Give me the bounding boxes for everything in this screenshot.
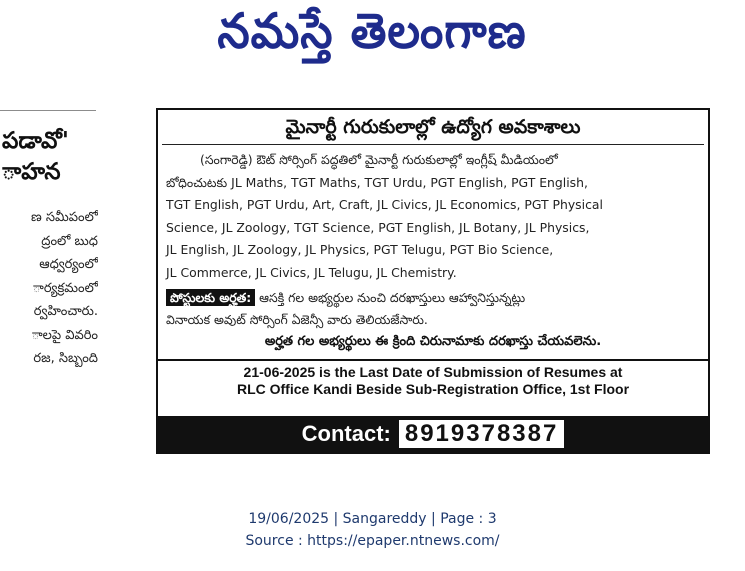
- contact-bar: [158, 416, 708, 452]
- ad-body-line: Science, JL Zoology, TGT Science, PGT English, JL Botany, JL Physics,: [166, 219, 590, 235]
- column-divider: [0, 110, 96, 111]
- deadline-line-1: 21-06-2025 is the Last Date of Submission of Resumes at: [243, 363, 623, 380]
- page-footer: [0, 508, 745, 552]
- adjacent-article-body: [0, 206, 98, 371]
- adjacent-line: ద్రంలో బుధ: [41, 233, 98, 249]
- job-advertisement: [156, 108, 710, 454]
- eligibility-label: పోస్టులకు అర్హత:: [166, 289, 255, 306]
- deadline-notice: [162, 364, 704, 398]
- eligibility-section: [166, 287, 700, 332]
- ad-body-line: (సంగారెడ్డి) ఔట్ సోర్సింగ్ పద్ధతిలో మైనార్టీ గురుకులాల్లో ఇంగ్లీష్ మీడియంలో: [200, 152, 558, 167]
- adjacent-headline-line-2: ాహన: [2, 159, 61, 185]
- ad-body-line: JL English, JL Zoology, JL Physics, PGT Telugu, PGT Bio Science,: [166, 242, 554, 258]
- ad-divider: [158, 359, 708, 361]
- adjacent-line: ాలపై వివరిం: [31, 327, 98, 343]
- ad-body-line: TGT English, PGT Urdu, Art, Craft, JL Civics, JL Economics, PGT Physical: [166, 197, 603, 213]
- ad-body-line: JL Commerce, JL Civics, JL Telugu, JL Chemistry.: [166, 264, 457, 280]
- ad-title: మైనార్టీ గురుకులాల్లో ఉద్యోగ అవకాశాలు: [162, 114, 704, 145]
- apply-instruction: అర్హత గల అభ్యర్థులు ఈ క్రింది చిరునామాకు దరఖాస్తు చేయవలెను.: [264, 333, 602, 349]
- adjacent-line: ార్యక్రమంలో: [32, 280, 98, 296]
- adjacent-line: ణ సమీపంలో: [31, 210, 98, 225]
- footer-source: Source : https://epaper.ntnews.com/: [245, 533, 500, 549]
- ad-body-line: బోధించుటకు JL Maths, TGT Maths, TGT Urdu, PGT English, PGT English,: [166, 174, 588, 190]
- eligibility-text-continued: వినాయక అవుట్ సోర్సింగ్ ఏజెన్సీ వారు తెలియజేసారు.: [166, 312, 428, 328]
- adjacent-article-fragment: [0, 126, 110, 371]
- adjacent-line: ర్వహించారు.: [33, 304, 98, 319]
- footer-date-edition: 19/06/2025 | Sangareddy | Page : 3: [248, 511, 497, 527]
- ad-body: [166, 149, 700, 285]
- masthead-title: నమస్తే తెలంగాణ: [217, 2, 527, 60]
- contact-label: Contact:: [301, 421, 391, 446]
- newspaper-masthead: [172, 2, 572, 72]
- adjacent-line: ఆధ్వర్యంలో: [39, 257, 98, 272]
- adjacent-line: రజ, సిబ్బంది: [33, 351, 98, 366]
- contact-phone-number: 8919378387: [399, 420, 564, 448]
- deadline-line-2: RLC Office Kandi Beside Sub-Registration Office, 1st Floor: [236, 380, 630, 397]
- eligibility-text: ఆసక్తి గల అభ్యర్థుల నుంచి దరఖాస్తులు ఆహ్వానిస్తున్నట్లు: [259, 289, 526, 305]
- adjacent-headline-line-1: పడావో': [2, 128, 69, 154]
